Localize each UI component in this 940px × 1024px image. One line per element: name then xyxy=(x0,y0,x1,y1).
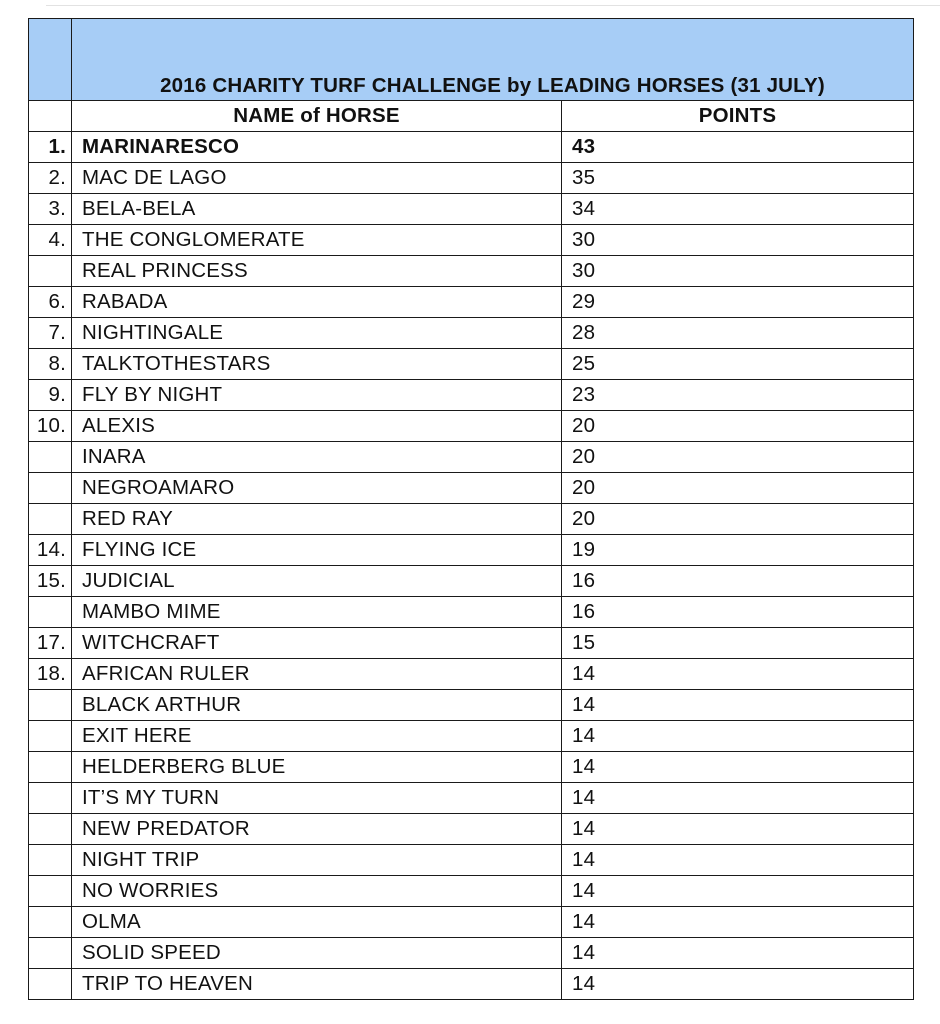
horse-points: 14 xyxy=(562,814,914,845)
row-rank: 2. xyxy=(29,163,72,194)
horse-points: 14 xyxy=(562,783,914,814)
table-row xyxy=(29,287,914,318)
row-rank xyxy=(29,783,72,814)
table-row xyxy=(29,132,914,163)
row-rank xyxy=(29,938,72,969)
horse-points: 34 xyxy=(562,194,914,225)
horse-name: MAC DE LAGO xyxy=(72,163,562,194)
title-row xyxy=(29,19,914,101)
table-row xyxy=(29,659,914,690)
horse-points: 14 xyxy=(562,752,914,783)
table-row xyxy=(29,907,914,938)
row-rank: 8. xyxy=(29,349,72,380)
row-rank xyxy=(29,442,72,473)
table-row xyxy=(29,690,914,721)
horse-name: RABADA xyxy=(72,287,562,318)
horse-points: 16 xyxy=(562,597,914,628)
horse-points: 14 xyxy=(562,721,914,752)
row-rank: 14. xyxy=(29,535,72,566)
table-row xyxy=(29,411,914,442)
row-rank: 3. xyxy=(29,194,72,225)
row-rank xyxy=(29,814,72,845)
horse-name: NIGHTINGALE xyxy=(72,318,562,349)
horse-points: 15 xyxy=(562,628,914,659)
horse-points: 14 xyxy=(562,938,914,969)
table-title: 2016 CHARITY TURF CHALLENGE by LEADING HORSES (31 JULY) xyxy=(72,19,914,101)
horse-points: 28 xyxy=(562,318,914,349)
horse-name: AFRICAN RULER xyxy=(72,659,562,690)
horse-points: 14 xyxy=(562,659,914,690)
horse-points: 30 xyxy=(562,256,914,287)
horse-name: INARA xyxy=(72,442,562,473)
horse-points: 20 xyxy=(562,473,914,504)
table-row xyxy=(29,504,914,535)
horse-name: ALEXIS xyxy=(72,411,562,442)
standings-table xyxy=(28,18,914,1000)
horse-points: 16 xyxy=(562,566,914,597)
table-row xyxy=(29,473,914,504)
horse-name: NO WORRIES xyxy=(72,876,562,907)
table-row xyxy=(29,566,914,597)
table-row xyxy=(29,845,914,876)
horse-points: 35 xyxy=(562,163,914,194)
horse-points: 14 xyxy=(562,969,914,1000)
horse-name: THE CONGLOMERATE xyxy=(72,225,562,256)
row-rank xyxy=(29,473,72,504)
horse-points: 14 xyxy=(562,907,914,938)
name-column-header: NAME of HORSE xyxy=(72,101,562,132)
title-rank-spacer xyxy=(29,19,72,101)
table-row xyxy=(29,969,914,1000)
row-rank: 1. xyxy=(29,132,72,163)
table-row xyxy=(29,721,914,752)
table-row xyxy=(29,783,914,814)
horse-name: TRIP TO HEAVEN xyxy=(72,969,562,1000)
horse-name: OLMA xyxy=(72,907,562,938)
table-row xyxy=(29,597,914,628)
row-rank xyxy=(29,969,72,1000)
row-rank xyxy=(29,256,72,287)
row-rank xyxy=(29,876,72,907)
horse-name: TALKTOTHESTARS xyxy=(72,349,562,380)
row-rank: 4. xyxy=(29,225,72,256)
table-row xyxy=(29,814,914,845)
table-row xyxy=(29,225,914,256)
horse-name: IT’S MY TURN xyxy=(72,783,562,814)
horse-name: HELDERBERG BLUE xyxy=(72,752,562,783)
row-rank: 9. xyxy=(29,380,72,411)
horse-points: 29 xyxy=(562,287,914,318)
horse-name: MAMBO MIME xyxy=(72,597,562,628)
horse-name: REAL PRINCESS xyxy=(72,256,562,287)
horse-name: FLY BY NIGHT xyxy=(72,380,562,411)
horse-points: 14 xyxy=(562,876,914,907)
table-row xyxy=(29,318,914,349)
row-rank xyxy=(29,845,72,876)
horse-points: 20 xyxy=(562,411,914,442)
table-row xyxy=(29,938,914,969)
top-divider xyxy=(46,5,940,6)
row-rank: 15. xyxy=(29,566,72,597)
horse-name: RED RAY xyxy=(72,504,562,535)
row-rank xyxy=(29,907,72,938)
row-rank: 17. xyxy=(29,628,72,659)
horse-name: WITCHCRAFT xyxy=(72,628,562,659)
horse-name: BELA-BELA xyxy=(72,194,562,225)
horse-points: 25 xyxy=(562,349,914,380)
horse-name: NEGROAMARO xyxy=(72,473,562,504)
table-row xyxy=(29,349,914,380)
horse-points: 30 xyxy=(562,225,914,256)
table-row xyxy=(29,380,914,411)
header-rank-spacer xyxy=(29,101,72,132)
table-row xyxy=(29,535,914,566)
points-column-header: POINTS xyxy=(562,101,914,132)
table-row xyxy=(29,752,914,783)
table-row xyxy=(29,442,914,473)
row-rank: 6. xyxy=(29,287,72,318)
horse-points: 20 xyxy=(562,442,914,473)
header-row xyxy=(29,101,914,132)
row-rank xyxy=(29,721,72,752)
horse-points: 23 xyxy=(562,380,914,411)
horse-name: BLACK ARTHUR xyxy=(72,690,562,721)
table-row xyxy=(29,256,914,287)
table-row xyxy=(29,194,914,225)
horse-points: 19 xyxy=(562,535,914,566)
horse-name: NEW PREDATOR xyxy=(72,814,562,845)
horse-name: MARINARESCO xyxy=(72,132,562,163)
table-row xyxy=(29,163,914,194)
horse-name: EXIT HERE xyxy=(72,721,562,752)
horse-name: JUDICIAL xyxy=(72,566,562,597)
row-rank xyxy=(29,752,72,783)
row-rank: 7. xyxy=(29,318,72,349)
row-rank xyxy=(29,504,72,535)
table-row xyxy=(29,628,914,659)
horse-points: 14 xyxy=(562,845,914,876)
horse-name: NIGHT TRIP xyxy=(72,845,562,876)
horse-points: 20 xyxy=(562,504,914,535)
row-rank xyxy=(29,690,72,721)
row-rank xyxy=(29,597,72,628)
horse-name: FLYING ICE xyxy=(72,535,562,566)
row-rank: 10. xyxy=(29,411,72,442)
horse-points: 43 xyxy=(562,132,914,163)
row-rank: 18. xyxy=(29,659,72,690)
horse-name: SOLID SPEED xyxy=(72,938,562,969)
table-row xyxy=(29,876,914,907)
horse-points: 14 xyxy=(562,690,914,721)
